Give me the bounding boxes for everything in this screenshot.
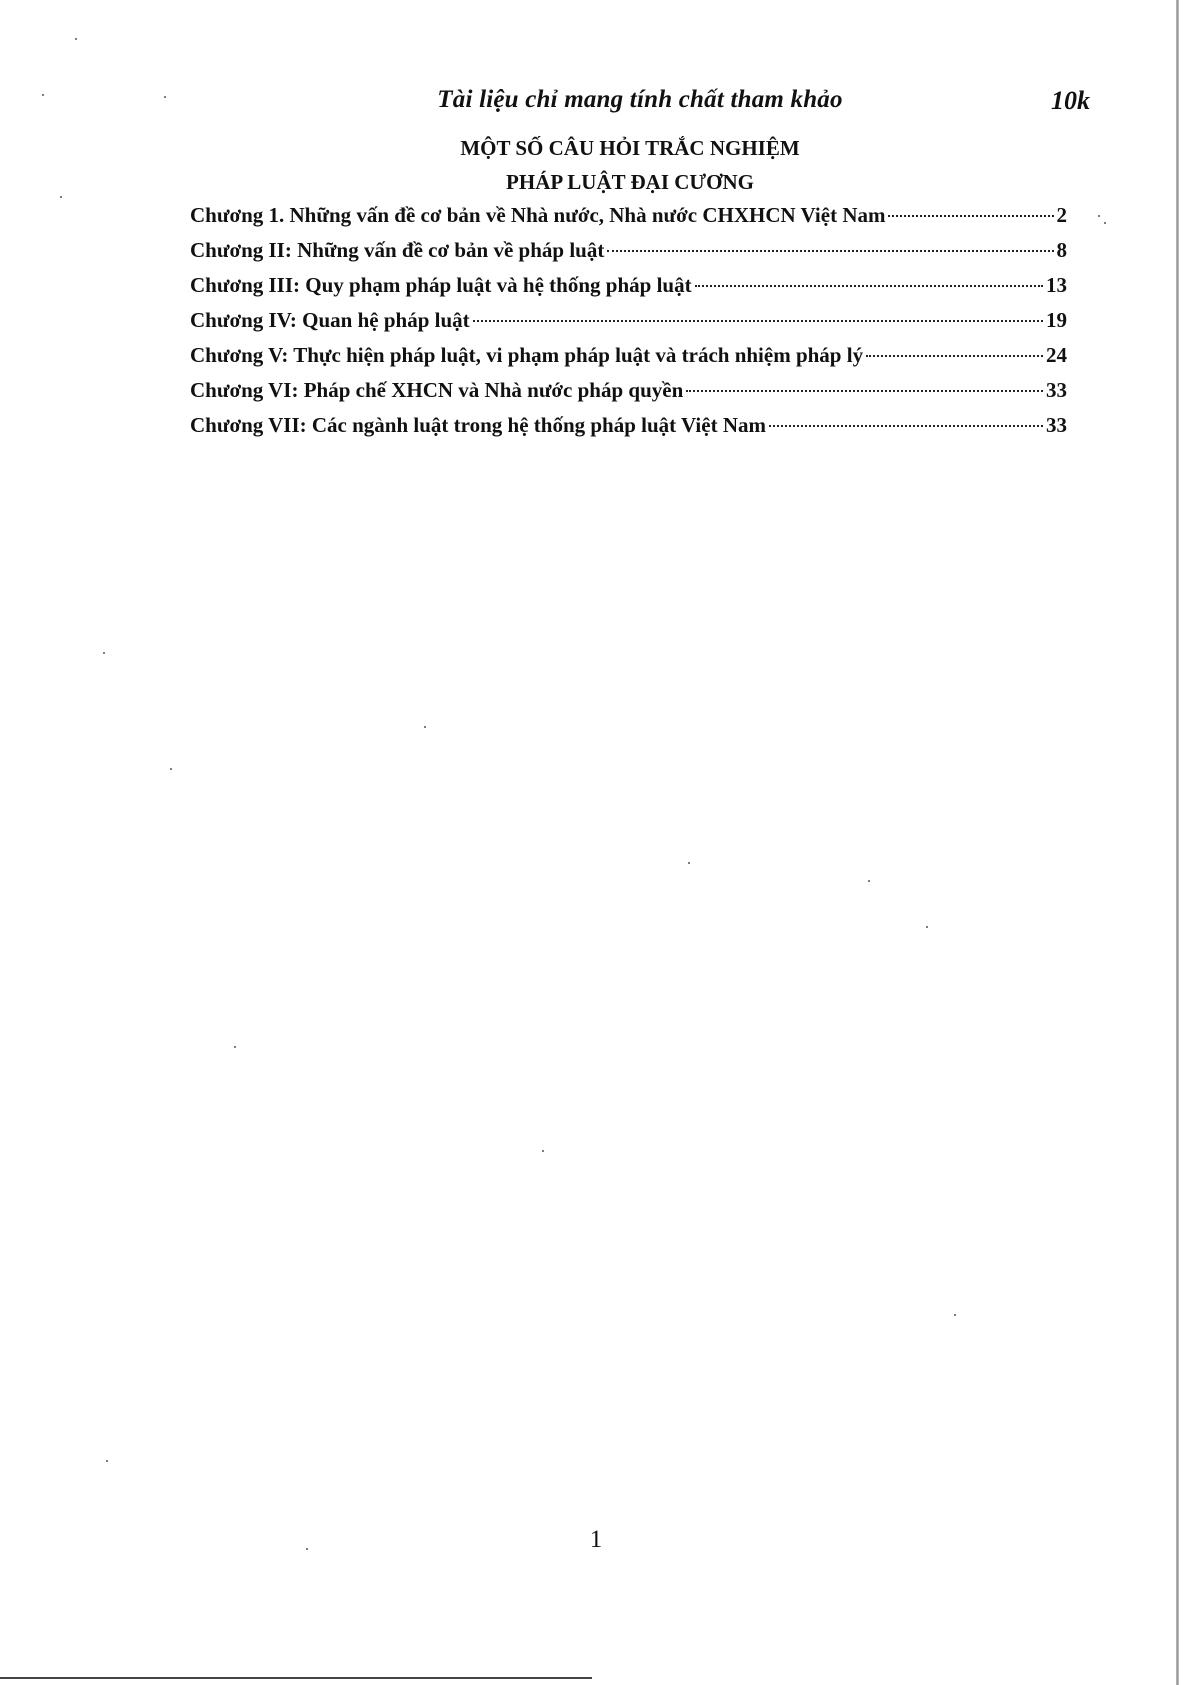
toc-entry-label: Chương III: Quy phạm pháp luật và hệ thống pháp luật [190, 273, 692, 297]
toc-entry-page: 19 [1046, 308, 1067, 332]
table-of-contents [190, 203, 1067, 448]
toc-entry-label: Chương V: Thực hiện pháp luật, vi phạm pháp luật và trách nhiệm pháp lý [190, 343, 864, 367]
toc-entry [190, 238, 1067, 273]
toc-entry-label: Chương VI: Pháp chế XHCN và Nhà nước pháp quyền [190, 378, 684, 402]
toc-entry [190, 273, 1067, 308]
toc-entry-page: 33 [1046, 413, 1067, 437]
toc-entry-page: 33 [1046, 378, 1067, 402]
scan-speck [164, 96, 166, 98]
toc-entry [190, 378, 1067, 413]
scan-speck [424, 726, 426, 728]
toc-entry [190, 413, 1067, 448]
scan-speck [542, 1150, 544, 1152]
bottom-rule [0, 1677, 592, 1679]
toc-dot-leader [695, 285, 1043, 287]
scan-speck [234, 1046, 236, 1048]
toc-entry-page: 8 [1056, 238, 1067, 262]
scan-speck [1104, 222, 1106, 224]
toc-dot-leader [473, 320, 1043, 322]
toc-dot-leader [888, 215, 1053, 217]
scan-speck [688, 862, 690, 864]
toc-entry [190, 308, 1067, 343]
scan-speck [170, 768, 172, 770]
scan-speck [60, 196, 62, 198]
scan-speck [1098, 215, 1100, 217]
toc-entry [190, 343, 1067, 378]
toc-entry-page: 13 [1046, 273, 1067, 297]
scan-speck [103, 652, 105, 654]
toc-dot-leader [866, 355, 1043, 357]
toc-entry-page: 2 [1056, 203, 1067, 227]
document-subtitle: PHÁP LUẬT ĐẠI CƯƠNG [506, 170, 754, 194]
toc-entry-label: Chương II: Những vấn đề cơ bản về pháp luật [190, 238, 605, 262]
toc-dot-leader [607, 250, 1053, 252]
scan-speck [926, 926, 928, 928]
toc-entry-label: Chương IV: Quan hệ pháp luật [190, 308, 470, 332]
header-price: 10k [1051, 86, 1090, 115]
page-number: 1 [589, 1526, 603, 1553]
scan-speck [75, 38, 77, 40]
scan-speck [306, 1548, 308, 1550]
scan-speck [42, 94, 44, 96]
toc-entry [190, 203, 1067, 238]
toc-dot-leader [769, 425, 1043, 427]
toc-entry-label: Chương 1. Những vấn đề cơ bản về Nhà nước, Nhà nước CHXHCN Việt Nam [190, 203, 886, 227]
scan-speck [868, 880, 870, 882]
header-disclaimer: Tài liệu chỉ mang tính chất tham khảo [437, 86, 843, 113]
toc-entry-page: 24 [1046, 343, 1067, 367]
scan-speck [954, 1314, 956, 1316]
document-title: MỘT SỐ CÂU HỎI TRẮC NGHIỆM [460, 136, 800, 160]
toc-entry-label: Chương VII: Các ngành luật trong hệ thống pháp luật Việt Nam [190, 413, 766, 437]
scan-speck [106, 1460, 108, 1462]
toc-dot-leader [686, 390, 1043, 392]
scan-edge-line [1176, 0, 1179, 1685]
